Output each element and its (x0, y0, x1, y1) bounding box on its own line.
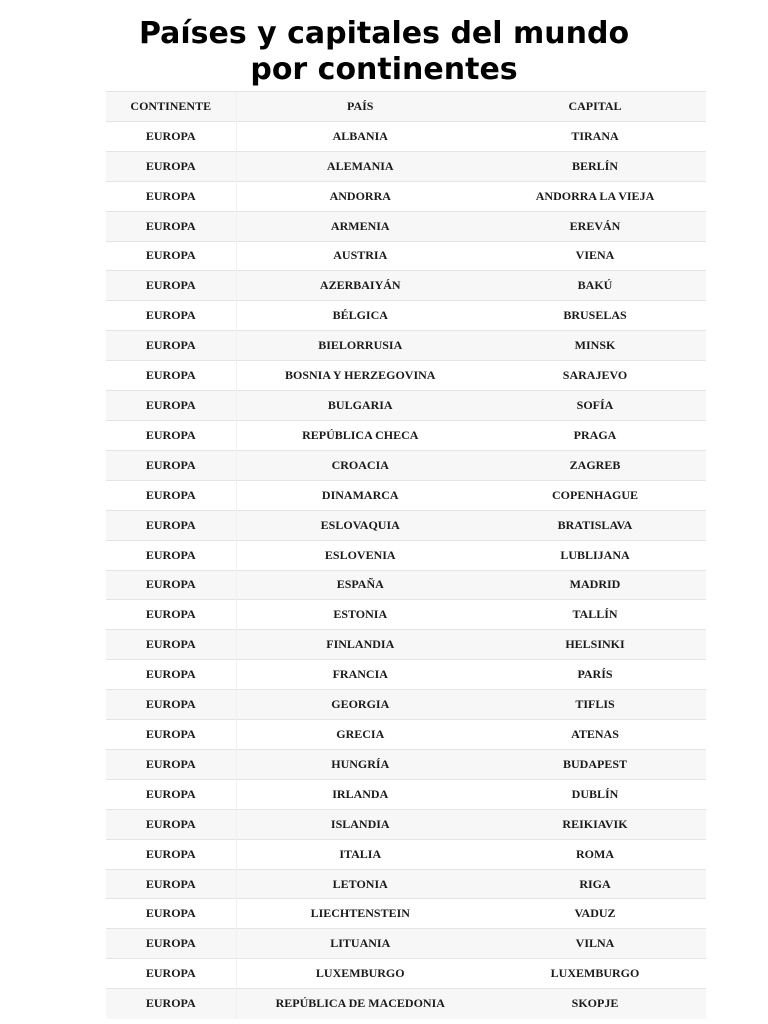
cell-capital: VILNA (484, 929, 706, 959)
cell-continent: EUROPA (106, 779, 236, 809)
table-row (106, 959, 706, 989)
cell-continent: EUROPA (106, 450, 236, 480)
table-row (106, 809, 706, 839)
cell-capital: DUBLÍN (484, 779, 706, 809)
table-row (106, 989, 706, 1019)
cell-continent: EUROPA (106, 959, 236, 989)
cell-continent: EUROPA (106, 839, 236, 869)
table-row (106, 331, 706, 361)
cell-capital: MADRID (484, 570, 706, 600)
cell-continent: EUROPA (106, 331, 236, 361)
table-row (106, 540, 706, 570)
cell-continent: EUROPA (106, 869, 236, 899)
cell-country: ESPAÑA (236, 570, 484, 600)
page-title-line-1: Países y capitales del mundo (138, 16, 630, 51)
cell-capital: BRUSELAS (484, 301, 706, 331)
table-row (106, 301, 706, 331)
cell-capital: VIENA (484, 241, 706, 271)
cell-country: BIELORRUSIA (236, 331, 484, 361)
cell-capital: ATENAS (484, 720, 706, 750)
cell-country: ESTONIA (236, 600, 484, 630)
cell-continent: EUROPA (106, 181, 236, 211)
cell-country: REPÚBLICA CHECA (236, 420, 484, 450)
cell-country: ESLOVAQUIA (236, 510, 484, 540)
cell-capital: EREVÁN (484, 211, 706, 241)
cell-continent: EUROPA (106, 570, 236, 600)
table-row (106, 600, 706, 630)
cell-country: BOSNIA Y HERZEGOVINA (236, 361, 484, 391)
cell-capital: TIRANA (484, 121, 706, 151)
cell-country: GRECIA (236, 720, 484, 750)
cell-continent: EUROPA (106, 301, 236, 331)
header-capital: CAPITAL (484, 92, 706, 122)
table-row (106, 361, 706, 391)
cell-country: LIECHTENSTEIN (236, 899, 484, 929)
table-row (106, 241, 706, 271)
table-row (106, 929, 706, 959)
cell-country: IRLANDA (236, 779, 484, 809)
cell-capital: BERLÍN (484, 151, 706, 181)
cell-country: LITUANIA (236, 929, 484, 959)
cell-continent: EUROPA (106, 660, 236, 690)
cell-continent: EUROPA (106, 361, 236, 391)
table-row (106, 181, 706, 211)
page-title (0, 16, 768, 88)
cell-continent: EUROPA (106, 121, 236, 151)
cell-country: HUNGRÍA (236, 749, 484, 779)
cell-country: ITALIA (236, 839, 484, 869)
cell-capital: SOFÍA (484, 391, 706, 421)
cell-continent: EUROPA (106, 211, 236, 241)
table-header-row (106, 92, 706, 122)
cell-country: ALBANIA (236, 121, 484, 151)
cell-capital: BUDAPEST (484, 749, 706, 779)
cell-country: ANDORRA (236, 181, 484, 211)
cell-continent: EUROPA (106, 271, 236, 301)
cell-continent: EUROPA (106, 241, 236, 271)
cell-capital: COPENHAGUE (484, 480, 706, 510)
table-row (106, 630, 706, 660)
cell-country: GEORGIA (236, 690, 484, 720)
cell-continent: EUROPA (106, 510, 236, 540)
cell-continent: EUROPA (106, 720, 236, 750)
cell-continent: EUROPA (106, 600, 236, 630)
cell-continent: EUROPA (106, 749, 236, 779)
table-body (106, 121, 706, 1018)
cell-capital: TIFLIS (484, 690, 706, 720)
cell-continent: EUROPA (106, 630, 236, 660)
cell-country: CROACIA (236, 450, 484, 480)
cell-continent: EUROPA (106, 899, 236, 929)
cell-capital: LUXEMBURGO (484, 959, 706, 989)
cell-country: ESLOVENIA (236, 540, 484, 570)
cell-capital: RIGA (484, 869, 706, 899)
cell-capital: BAKÚ (484, 271, 706, 301)
cell-country: AZERBAIYÁN (236, 271, 484, 301)
table-row (106, 570, 706, 600)
cell-capital: TALLÍN (484, 600, 706, 630)
table-row (106, 899, 706, 929)
cell-continent: EUROPA (106, 540, 236, 570)
cell-country: AUSTRIA (236, 241, 484, 271)
cell-capital: LUBLIJANA (484, 540, 706, 570)
cell-capital: SKOPJE (484, 989, 706, 1019)
table-row (106, 510, 706, 540)
table-row (106, 151, 706, 181)
cell-capital: ZAGREB (484, 450, 706, 480)
cell-country: REPÚBLICA DE MACEDONIA (236, 989, 484, 1019)
cell-capital: PRAGA (484, 420, 706, 450)
cell-capital: HELSINKI (484, 630, 706, 660)
header-continent: CONTINENTE (106, 92, 236, 122)
page-title-line-2: por continentes (250, 52, 518, 87)
table-row (106, 480, 706, 510)
cell-country: ALEMANIA (236, 151, 484, 181)
cell-capital: VADUZ (484, 899, 706, 929)
cell-country: LUXEMBURGO (236, 959, 484, 989)
cell-capital: PARÍS (484, 660, 706, 690)
cell-continent: EUROPA (106, 929, 236, 959)
cell-country: DINAMARCA (236, 480, 484, 510)
table-row (106, 869, 706, 899)
table-row (106, 211, 706, 241)
cell-country: BULGARIA (236, 391, 484, 421)
table-row (106, 450, 706, 480)
cell-country: BÉLGICA (236, 301, 484, 331)
table-row (106, 690, 706, 720)
cell-country: FRANCIA (236, 660, 484, 690)
cell-continent: EUROPA (106, 690, 236, 720)
cell-continent: EUROPA (106, 391, 236, 421)
cell-continent: EUROPA (106, 420, 236, 450)
cell-capital: SARAJEVO (484, 361, 706, 391)
table-row (106, 660, 706, 690)
cell-continent: EUROPA (106, 480, 236, 510)
table-row (106, 121, 706, 151)
table-row (106, 720, 706, 750)
table-row (106, 420, 706, 450)
table-row (106, 271, 706, 301)
cell-continent: EUROPA (106, 989, 236, 1019)
cell-country: LETONIA (236, 869, 484, 899)
header-country: PAÍS (236, 92, 484, 122)
cell-country: ISLANDIA (236, 809, 484, 839)
table-row (106, 839, 706, 869)
table-row (106, 391, 706, 421)
table-row (106, 749, 706, 779)
countries-capitals-table (106, 91, 706, 1019)
table-row (106, 779, 706, 809)
cell-capital: ANDORRA LA VIEJA (484, 181, 706, 211)
cell-country: FINLANDIA (236, 630, 484, 660)
cell-country: ARMENIA (236, 211, 484, 241)
cell-continent: EUROPA (106, 151, 236, 181)
cell-continent: EUROPA (106, 809, 236, 839)
cell-capital: MINSK (484, 331, 706, 361)
cell-capital: ROMA (484, 839, 706, 869)
cell-capital: REIKIAVIK (484, 809, 706, 839)
cell-capital: BRATISLAVA (484, 510, 706, 540)
